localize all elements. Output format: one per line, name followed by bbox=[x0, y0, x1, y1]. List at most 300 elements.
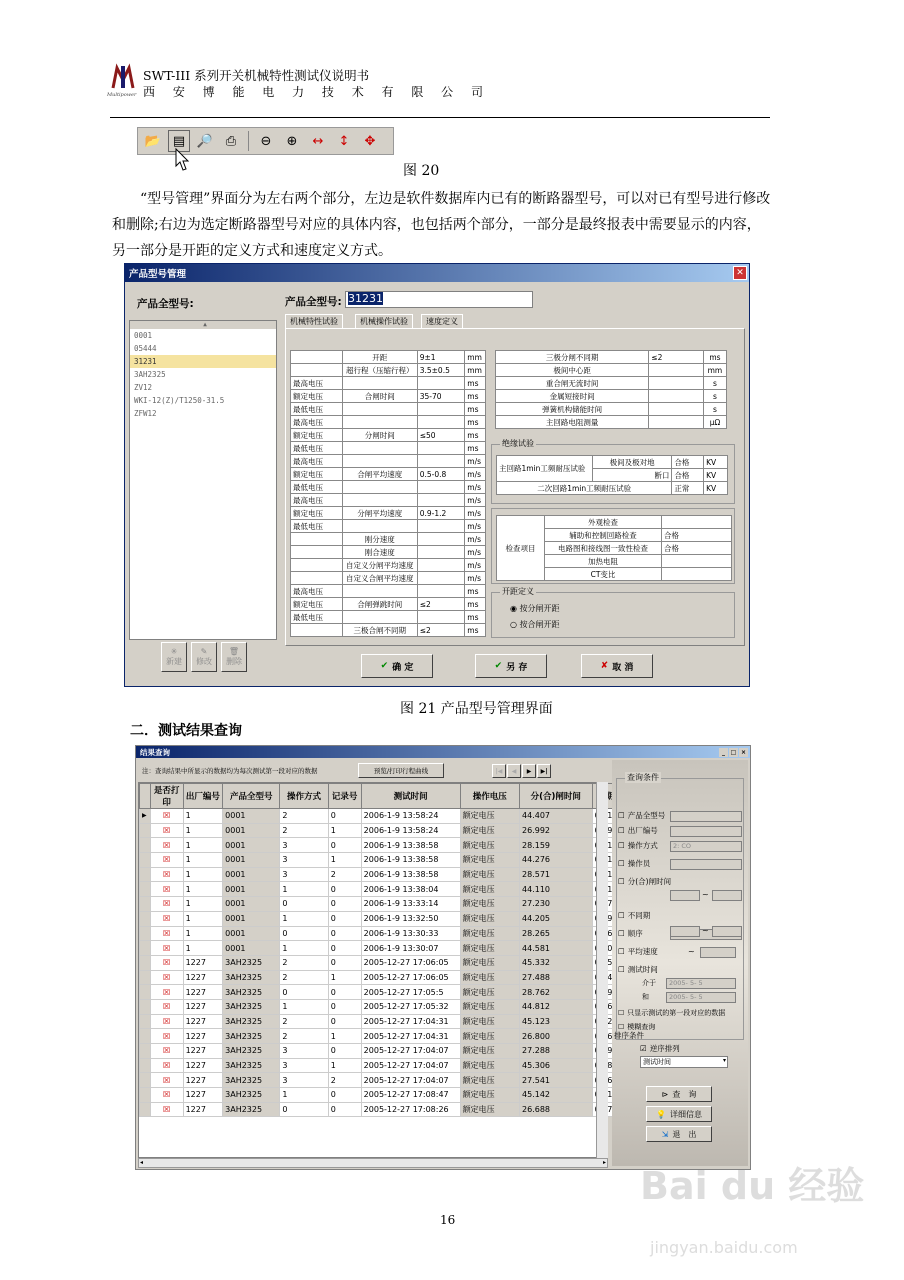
row-indicator bbox=[140, 911, 151, 926]
grid-cell: 1227 bbox=[183, 985, 223, 1000]
query-input[interactable] bbox=[670, 811, 742, 822]
zoom-in-icon[interactable]: ⊕ bbox=[286, 133, 298, 149]
param-unit-cell: m/s bbox=[465, 533, 486, 546]
insulation-value[interactable]: 合格 bbox=[672, 456, 704, 469]
figure-20-caption: 图 20 bbox=[403, 163, 440, 179]
param-name-cell: 重合闸无流时间 bbox=[496, 377, 649, 390]
print-checkbox-icon[interactable]: ☒ bbox=[150, 853, 183, 868]
list-item-selected[interactable]: 31231 bbox=[130, 355, 276, 368]
exit-icon: ⇲ bbox=[661, 1129, 669, 1139]
grid-cell: 3 bbox=[280, 1044, 328, 1059]
list-scroll-up-icon[interactable]: ▲ bbox=[130, 321, 276, 329]
grid-cell: 额定电压 bbox=[460, 1088, 519, 1103]
query-checkbox[interactable] bbox=[618, 810, 665, 821]
grid-cell: 0 bbox=[280, 1102, 328, 1117]
query-checkbox[interactable] bbox=[618, 858, 650, 869]
param-unit-cell: m/s bbox=[465, 507, 486, 520]
grid-cell: 1227 bbox=[183, 1073, 223, 1088]
grid-cell: 额定电压 bbox=[460, 926, 519, 941]
scroll-right-icon[interactable]: ▸ bbox=[602, 1159, 606, 1166]
open-icon[interactable]: 📂 bbox=[144, 133, 162, 149]
table-row[interactable] bbox=[140, 926, 619, 941]
param-value-cell[interactable] bbox=[417, 585, 465, 598]
print-checkbox-icon[interactable]: ☒ bbox=[150, 809, 183, 824]
grid-cell: 44.110 bbox=[520, 882, 593, 897]
param-voltage-cell: 最低电压 bbox=[291, 442, 343, 455]
grid-cell: 2005-12-27 17:04:07 bbox=[361, 1044, 460, 1059]
table-row[interactable] bbox=[140, 955, 619, 970]
param-unit-cell: m/s bbox=[465, 455, 486, 468]
column-header[interactable]: 操作电压 bbox=[460, 784, 519, 809]
grid-cell: 0 bbox=[280, 985, 328, 1000]
inspection-group bbox=[491, 508, 735, 584]
grid-cell: 45.142 bbox=[520, 1088, 593, 1103]
param-name-cell: 自定义分闸平均速度 bbox=[342, 559, 417, 572]
column-header[interactable]: 产品全型号 bbox=[223, 784, 280, 809]
grid-cell: 0 bbox=[328, 1014, 361, 1029]
print-checkbox-icon[interactable]: ☒ bbox=[150, 1029, 183, 1044]
param-row bbox=[291, 624, 486, 637]
param-value-cell[interactable]: 0.5-0.8 bbox=[417, 468, 465, 481]
close-icon[interactable]: ✕ bbox=[733, 266, 747, 280]
timing-params-table bbox=[495, 350, 727, 429]
ok-button[interactable]: ✔ 确 定 bbox=[361, 654, 433, 678]
query-checkbox-label: 不同期 bbox=[627, 911, 651, 920]
param-voltage-cell: 最高电压 bbox=[291, 585, 343, 598]
radio-checked-icon: ◉ bbox=[510, 604, 517, 613]
date-picker[interactable]: 2005- 5- 5 bbox=[666, 978, 736, 989]
reverse-sort-checkbox[interactable]: ☑ 逆序排列 bbox=[640, 1044, 680, 1053]
param-value-cell[interactable] bbox=[417, 481, 465, 494]
inspection-value[interactable] bbox=[662, 516, 732, 529]
grid-cell: 1 bbox=[183, 926, 223, 941]
range-input[interactable] bbox=[712, 890, 742, 901]
grid-cell: 28.159 bbox=[520, 838, 593, 853]
table-row[interactable] bbox=[140, 970, 619, 985]
radio-open-gap[interactable]: ◉ 按分闸开距 bbox=[510, 604, 560, 613]
delete-button[interactable]: 🗑 删除 bbox=[221, 642, 247, 672]
print-checkbox-icon[interactable]: ☒ bbox=[150, 1058, 183, 1073]
grid-cell: 1227 bbox=[183, 955, 223, 970]
param-unit-cell: m/s bbox=[465, 481, 486, 494]
mechanical-params-table bbox=[290, 350, 486, 637]
query-button[interactable]: ⊳ 查 询 bbox=[646, 1086, 712, 1102]
model-list[interactable] bbox=[129, 320, 277, 640]
print-checkbox-icon[interactable]: ☒ bbox=[150, 1088, 183, 1103]
grid-cell: 额定电压 bbox=[460, 838, 519, 853]
inspection-item: 电路图和接线图一致性检查 bbox=[545, 542, 662, 555]
grid-cell: 44.205 bbox=[520, 911, 593, 926]
checkbox-icon: ☐ bbox=[618, 965, 625, 974]
print-checkbox-icon[interactable]: ☒ bbox=[150, 1044, 183, 1059]
param-row bbox=[291, 494, 486, 507]
prev-record-icon[interactable]: ◀ bbox=[507, 764, 521, 778]
grid-cell: 0001 bbox=[223, 823, 280, 838]
table-row[interactable] bbox=[140, 1029, 619, 1044]
print-checkbox-icon[interactable]: ☒ bbox=[150, 911, 183, 926]
grid-cell: 1227 bbox=[183, 1014, 223, 1029]
print-checkbox-icon[interactable]: ☒ bbox=[150, 1014, 183, 1029]
range-tilde: ~ bbox=[688, 947, 695, 956]
param-unit-cell: ms bbox=[465, 429, 486, 442]
param-value-cell[interactable]: ≤2 bbox=[649, 351, 704, 364]
grid-cell: 0001 bbox=[223, 809, 280, 824]
range-input[interactable] bbox=[700, 947, 736, 958]
grid-cell: 0 bbox=[328, 838, 361, 853]
query-checkbox-label: 平均速度 bbox=[627, 947, 658, 956]
tab-operation-test[interactable]: 机械操作试验 bbox=[355, 314, 413, 328]
param-unit-cell: m/s bbox=[465, 520, 486, 533]
param-value-cell[interactable] bbox=[649, 364, 704, 377]
grid-cell: 额定电压 bbox=[460, 897, 519, 912]
query-checkbox[interactable] bbox=[618, 840, 658, 851]
table-row[interactable] bbox=[140, 941, 619, 956]
list-item[interactable]: ZFW12 bbox=[134, 409, 157, 418]
print-checkbox-icon[interactable]: ☒ bbox=[150, 1102, 183, 1117]
param-unit-cell: ms bbox=[465, 585, 486, 598]
inspection-value[interactable]: 合格 bbox=[662, 529, 732, 542]
param-value-cell[interactable]: ≤2 bbox=[417, 624, 465, 637]
grid-cell: 额定电压 bbox=[460, 999, 519, 1014]
param-voltage-cell: 最低电压 bbox=[291, 403, 343, 416]
param-voltage-cell bbox=[291, 559, 343, 572]
print-checkbox-icon[interactable]: ☒ bbox=[150, 955, 183, 970]
date-picker[interactable]: 2005- 5- 5 bbox=[666, 992, 736, 1003]
grid-cell: 2005-12-27 17:04:07 bbox=[361, 1058, 460, 1073]
param-value-cell[interactable] bbox=[417, 403, 465, 416]
checkbox-label: 只显示测试的第一段对应的数据 bbox=[627, 1009, 726, 1017]
table-row[interactable] bbox=[140, 1014, 619, 1029]
range-input[interactable] bbox=[670, 890, 700, 901]
checkbox-icon: ☐ bbox=[618, 826, 625, 835]
watermark-logo: Bai du 经验 bbox=[640, 1164, 865, 1208]
param-name-cell: 分闸平均速度 bbox=[342, 507, 417, 520]
vertical-scrollbar[interactable] bbox=[596, 782, 608, 1158]
param-unit-cell: mm bbox=[703, 364, 726, 377]
param-unit-cell: ms bbox=[465, 390, 486, 403]
model-manage-icon[interactable]: ▤ bbox=[168, 130, 190, 152]
grid-cell: 0 bbox=[328, 999, 361, 1014]
param-value-cell[interactable] bbox=[417, 416, 465, 429]
param-value-cell[interactable] bbox=[417, 520, 465, 533]
row-indicator bbox=[140, 838, 151, 853]
query-checkbox[interactable] bbox=[618, 964, 658, 975]
cancel-button[interactable]: ✘ 取 消 bbox=[581, 654, 653, 678]
query-checkbox[interactable] bbox=[618, 928, 643, 939]
param-value-cell[interactable] bbox=[649, 416, 704, 429]
grid-cell: 26.992 bbox=[520, 823, 593, 838]
param-row bbox=[291, 390, 486, 403]
param-voltage-cell: 额定电压 bbox=[291, 468, 343, 481]
print-checkbox-icon[interactable]: ☒ bbox=[150, 985, 183, 1000]
param-name-cell: 刚合速度 bbox=[342, 546, 417, 559]
exit-button[interactable]: ⇲ 退 出 bbox=[646, 1126, 712, 1142]
param-value-cell[interactable] bbox=[649, 403, 704, 416]
checkbox-icon: ☐ bbox=[618, 929, 625, 938]
param-unit-cell: mm bbox=[465, 351, 486, 364]
param-unit-cell: ms bbox=[465, 624, 486, 637]
grid-cell: 额定电压 bbox=[460, 1102, 519, 1117]
list-item[interactable]: ZV12 bbox=[134, 383, 153, 392]
param-value-cell[interactable] bbox=[417, 533, 465, 546]
query-checkbox-label: 操作方式 bbox=[627, 841, 658, 850]
inspection-value[interactable]: 合格 bbox=[662, 542, 732, 555]
print-checkbox-icon[interactable]: ☒ bbox=[150, 882, 183, 897]
param-voltage-cell: 最高电压 bbox=[291, 377, 343, 390]
print-checkbox-icon[interactable]: ☒ bbox=[150, 838, 183, 853]
print-checkbox-icon[interactable]: ☒ bbox=[150, 970, 183, 985]
param-value-cell[interactable]: 35-70 bbox=[417, 390, 465, 403]
table-row[interactable] bbox=[140, 838, 619, 853]
sort-field-select[interactable]: 测试时间 ▾ bbox=[640, 1056, 728, 1068]
checkbox-icon: ☐ bbox=[618, 947, 625, 956]
gap-definition-group bbox=[491, 587, 735, 638]
print-checkbox-icon[interactable]: ☒ bbox=[150, 926, 183, 941]
param-name-cell: 超行程（压缩行程） bbox=[342, 364, 417, 377]
list-item[interactable]: WKI-12(Z)/T1250-31.5 bbox=[134, 396, 225, 405]
grid-cell: 额定电压 bbox=[460, 955, 519, 970]
grid-cell: 2005-12-27 17:05:5 bbox=[361, 985, 460, 1000]
query-checkbox[interactable] bbox=[618, 825, 658, 836]
grid-cell: 额定电压 bbox=[460, 1014, 519, 1029]
param-value-cell[interactable]: 3.5±0.5 bbox=[417, 364, 465, 377]
table-row[interactable] bbox=[140, 867, 619, 882]
param-value-cell[interactable] bbox=[417, 572, 465, 585]
param-name-cell: 金属短接时间 bbox=[496, 390, 649, 403]
query-checkbox[interactable] bbox=[618, 910, 650, 921]
next-record-icon[interactable]: ▶ bbox=[522, 764, 536, 778]
inspection-item: 辅助和控制回路检查 bbox=[545, 529, 662, 542]
details-button[interactable]: 💡 详细信息 bbox=[646, 1106, 712, 1122]
results-grid bbox=[139, 783, 619, 1117]
param-value-cell[interactable] bbox=[417, 455, 465, 468]
print-checkbox-icon[interactable]: ☒ bbox=[150, 867, 183, 882]
param-voltage-cell: 最高电压 bbox=[291, 416, 343, 429]
query-checkbox[interactable] bbox=[618, 946, 658, 957]
grid-cell: 1 bbox=[183, 941, 223, 956]
checkbox-checked-icon: ☑ bbox=[640, 1044, 647, 1053]
insulation-group bbox=[491, 439, 735, 504]
grid-cell: 0001 bbox=[223, 911, 280, 926]
grid-cell: 额定电压 bbox=[460, 985, 519, 1000]
row-indicator-header bbox=[140, 784, 151, 809]
horizontal-scrollbar[interactable] bbox=[138, 1158, 608, 1168]
row-indicator bbox=[140, 853, 151, 868]
inspection-value[interactable] bbox=[662, 555, 732, 568]
inspection-value[interactable] bbox=[662, 568, 732, 581]
insulation-value[interactable]: 合格 bbox=[672, 469, 704, 482]
param-value-cell[interactable]: 9±1 bbox=[417, 351, 465, 364]
column-header[interactable]: 操作方式 bbox=[280, 784, 328, 809]
table-row[interactable] bbox=[140, 1088, 619, 1103]
first-segment-checkbox[interactable] bbox=[618, 1008, 725, 1018]
table-row[interactable] bbox=[140, 897, 619, 912]
checkbox-icon: ☐ bbox=[618, 811, 625, 820]
grid-cell: 1227 bbox=[183, 1058, 223, 1073]
query-icon[interactable]: 🔎 bbox=[196, 133, 214, 149]
column-header[interactable]: 出厂编号 bbox=[183, 784, 223, 809]
table-row[interactable] bbox=[140, 882, 619, 897]
column-header[interactable]: 记录号 bbox=[328, 784, 361, 809]
grid-cell: 1 bbox=[280, 999, 328, 1014]
toolbar-separator bbox=[248, 131, 249, 151]
query-checkbox[interactable] bbox=[618, 876, 671, 887]
table-row[interactable] bbox=[140, 911, 619, 926]
table-row[interactable] bbox=[140, 809, 619, 824]
close-icon[interactable]: × bbox=[740, 748, 747, 756]
table-row[interactable] bbox=[140, 999, 619, 1014]
insulation-value[interactable]: 正常 bbox=[672, 482, 704, 495]
column-header[interactable]: 分(合)闸时间 bbox=[520, 784, 593, 809]
param-value-cell[interactable]: ≤2 bbox=[417, 598, 465, 611]
save-as-button[interactable]: ✔ 另 存 bbox=[475, 654, 547, 678]
grid-cell: 2005-12-27 17:05:32 bbox=[361, 999, 460, 1014]
grid-cell: 1227 bbox=[183, 1088, 223, 1103]
param-value-cell[interactable] bbox=[649, 390, 704, 403]
grid-cell: 额定电压 bbox=[460, 867, 519, 882]
doc-title: SWT-III 系列开关机械特性测试仪说明书 bbox=[143, 68, 370, 83]
grid-cell: 2005-12-27 17:04:07 bbox=[361, 1073, 460, 1088]
param-value-cell[interactable] bbox=[649, 377, 704, 390]
table-row[interactable] bbox=[140, 1102, 619, 1117]
param-unit-cell: ms bbox=[465, 598, 486, 611]
query-select[interactable]: 2: CO bbox=[670, 841, 742, 852]
param-value-cell[interactable] bbox=[417, 559, 465, 572]
check-icon: ✔ bbox=[380, 661, 389, 671]
row-indicator bbox=[140, 1029, 151, 1044]
window-title: 产品型号管理 bbox=[129, 269, 187, 280]
grid-cell: 44.407 bbox=[520, 809, 593, 824]
range-input[interactable] bbox=[670, 926, 700, 937]
insulation-item: 断口 bbox=[593, 469, 672, 482]
preview-print-button[interactable]: 预览/打印行程曲线 bbox=[358, 763, 444, 778]
param-value-cell[interactable] bbox=[417, 494, 465, 507]
param-unit-cell: ms bbox=[465, 377, 486, 390]
param-value-cell[interactable] bbox=[417, 546, 465, 559]
param-unit-cell: mm bbox=[465, 364, 486, 377]
grid-cell: 0 bbox=[328, 882, 361, 897]
checkbox-icon: ☐ bbox=[618, 877, 625, 886]
first-record-icon[interactable]: |◀ bbox=[492, 764, 506, 778]
table-row[interactable] bbox=[140, 985, 619, 1000]
print-checkbox-icon[interactable]: ☒ bbox=[150, 823, 183, 838]
grid-cell: 27.230 bbox=[520, 897, 593, 912]
grid-cell: 0001 bbox=[223, 882, 280, 897]
table-row[interactable] bbox=[140, 1073, 619, 1088]
print-checkbox-icon[interactable]: ☒ bbox=[150, 941, 183, 956]
print-checkbox-icon[interactable]: ☒ bbox=[150, 1073, 183, 1088]
row-indicator bbox=[140, 1058, 151, 1073]
edit-button[interactable]: ✎ 修改 bbox=[191, 642, 217, 672]
tab-speed-definition[interactable]: 速度定义 bbox=[421, 314, 463, 328]
grid-cell: 1 bbox=[183, 823, 223, 838]
zoom-out-icon[interactable]: ⊖ bbox=[260, 133, 272, 149]
maximize-icon[interactable]: □ bbox=[730, 748, 737, 756]
param-value-cell[interactable] bbox=[417, 611, 465, 624]
param-name-cell: 开距 bbox=[342, 351, 417, 364]
scroll-left-icon[interactable]: ◂ bbox=[140, 1159, 144, 1166]
grid-cell: 3AH2325 bbox=[223, 1088, 280, 1103]
print-checkbox-icon[interactable]: ☒ bbox=[150, 999, 183, 1014]
grid-cell: 3AH2325 bbox=[223, 1044, 280, 1059]
grid-cell: 0 bbox=[328, 1044, 361, 1059]
tab-mechanical-test[interactable]: 机械特性试验 bbox=[285, 314, 343, 328]
grid-cell: 2 bbox=[280, 1029, 328, 1044]
param-unit-cell: ms bbox=[465, 403, 486, 416]
print-icon[interactable]: ⎙ bbox=[225, 133, 237, 149]
radio-close-gap[interactable]: ○ 按合闸开距 bbox=[510, 620, 560, 629]
grid-cell: 3AH2325 bbox=[223, 955, 280, 970]
query-input[interactable] bbox=[670, 859, 742, 870]
table-row[interactable] bbox=[140, 823, 619, 838]
param-row bbox=[291, 468, 486, 481]
vertical-arrows-icon[interactable]: ↕ bbox=[338, 133, 350, 149]
param-name-cell: 弹簧机构储能时间 bbox=[496, 403, 649, 416]
column-header[interactable]: 测试时间 bbox=[361, 784, 460, 809]
minimize-icon[interactable]: _ bbox=[719, 748, 728, 757]
param-value-cell[interactable] bbox=[417, 442, 465, 455]
move-icon[interactable]: ✥ bbox=[364, 133, 376, 149]
list-item[interactable]: 3AH2325 bbox=[134, 370, 166, 379]
grid-cell: 0001 bbox=[223, 853, 280, 868]
grid-cell: 27.488 bbox=[520, 970, 593, 985]
table-row[interactable] bbox=[140, 853, 619, 868]
param-value-cell[interactable] bbox=[417, 377, 465, 390]
param-unit-cell: m/s bbox=[465, 494, 486, 507]
last-record-icon[interactable]: ▶| bbox=[537, 764, 551, 778]
new-button[interactable]: ✳ 新建 bbox=[161, 642, 187, 672]
list-item[interactable]: 0001 bbox=[134, 331, 153, 340]
grid-cell: 3AH2325 bbox=[223, 1058, 280, 1073]
param-unit-cell: m/s bbox=[465, 559, 486, 572]
param-row bbox=[291, 546, 486, 559]
param-value-cell[interactable]: 0.9-1.2 bbox=[417, 507, 465, 520]
insulation-main-label: 主回路1min工频耐压试验 bbox=[497, 456, 593, 482]
range-tilde: ~ bbox=[702, 926, 709, 935]
grid-cell: 3AH2325 bbox=[223, 999, 280, 1014]
grid-cell: 0 bbox=[328, 1088, 361, 1103]
column-header[interactable]: 是否打印 bbox=[150, 784, 183, 809]
model-input[interactable]: 31231 bbox=[345, 291, 533, 308]
param-value-cell[interactable]: ≤50 bbox=[417, 429, 465, 442]
grid-cell: 3 bbox=[280, 1073, 328, 1088]
grid-cell: 2006-1-9 13:58:24 bbox=[361, 823, 460, 838]
range-input[interactable] bbox=[712, 926, 742, 937]
param-row bbox=[496, 351, 727, 364]
grid-cell: 0 bbox=[328, 941, 361, 956]
param-voltage-cell: 额定电压 bbox=[291, 390, 343, 403]
grid-cell: 1227 bbox=[183, 1029, 223, 1044]
model-management-window bbox=[124, 263, 750, 687]
print-checkbox-icon[interactable]: ☒ bbox=[150, 897, 183, 912]
grid-cell: 额定电压 bbox=[460, 823, 519, 838]
query-panel bbox=[612, 760, 748, 1166]
grid-cell: 2 bbox=[280, 823, 328, 838]
page-number: 16 bbox=[440, 1213, 456, 1227]
param-row bbox=[291, 520, 486, 533]
list-item[interactable]: 05444 bbox=[134, 344, 157, 353]
horizontal-arrows-icon[interactable]: ↔ bbox=[312, 133, 324, 149]
table-row[interactable] bbox=[140, 1044, 619, 1059]
grid-cell: 1 bbox=[328, 823, 361, 838]
param-unit-cell: ms bbox=[465, 416, 486, 429]
result-query-window bbox=[135, 745, 751, 1170]
company-name: 西 安 博 能 电 力 技 术 有 限 公 司 bbox=[143, 85, 490, 99]
table-row[interactable] bbox=[140, 1058, 619, 1073]
grid-cell: 0001 bbox=[223, 867, 280, 882]
grid-cell: 额定电压 bbox=[460, 911, 519, 926]
query-input[interactable] bbox=[670, 826, 742, 837]
